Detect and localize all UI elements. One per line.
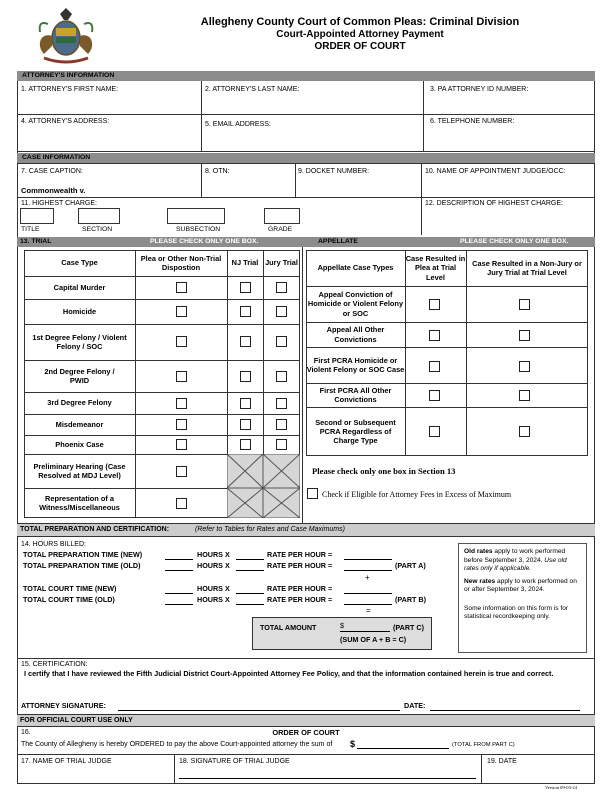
attorney-section-bar: ATTORNEY'S INFORMATION	[17, 71, 595, 81]
appellate-row-subsequent-pcra: Second or Subsequent PCRA Regardless of Charge Type	[315, 417, 396, 446]
certification-text: I certify that I have reviewed the Fifth Judicial District Court-Appointed Attorney Fee Policy, and that the information contained herein is true and correct.	[24, 669, 554, 678]
subsequent-pcra-plea-checkbox[interactable]	[429, 426, 440, 437]
hours-x-3: HOURS X	[197, 584, 230, 593]
charge-grade-input[interactable]	[264, 208, 300, 224]
charge-subsection-input[interactable]	[167, 208, 225, 224]
trial-row-preliminary-hearing: Preliminary Hearing (Case Resolved at MDJ Level)	[33, 461, 126, 480]
first-pcra-homicide-trial-checkbox[interactable]	[519, 361, 530, 372]
appellate-col-type: Appellate Case Types	[317, 263, 394, 273]
third-degree-jury-checkbox[interactable]	[276, 398, 287, 409]
hours-x-1: HOURS X	[197, 550, 230, 559]
prep-section-note: (Refer to Tables for Rates and Case Maximums)	[195, 526, 345, 533]
telephone-field[interactable]: 6. TELEPHONE NUMBER:	[430, 118, 515, 125]
docket-number-field[interactable]: 9. DOCKET NUMBER:	[298, 168, 370, 175]
first-degree-plea-checkbox[interactable]	[176, 336, 187, 347]
misdemeanor-nj-checkbox[interactable]	[240, 419, 251, 430]
title-line-3: ORDER OF COURT	[314, 41, 406, 52]
trial-row-2nd-degree: 2nd Degree Felony / PWID	[44, 366, 115, 385]
not-applicable-crossed-cells	[227, 454, 300, 518]
case-caption-value: Commonwealth v.	[21, 186, 86, 195]
trial-section-bar: 13. TRIAL PLEASE CHECK ONLY ONE BOX. APPELLATE PLEASE CHECK ONLY ONE BOX.	[17, 237, 595, 247]
prep-old-rate-input[interactable]	[236, 570, 264, 571]
trial-judge-signature-field[interactable]: 18. SIGNATURE OF TRIAL JUDGE	[179, 758, 290, 765]
attorney-signature-input[interactable]	[118, 710, 400, 711]
third-degree-nj-checkbox[interactable]	[240, 398, 251, 409]
prep-old-hours-input[interactable]	[165, 570, 193, 571]
trial-row-misdemeanor: Misdemeanor	[55, 419, 104, 429]
appellate-row-first-pcra-other: First PCRA All Other Convictions	[319, 385, 392, 404]
trial-col-nj: NJ Trial	[231, 258, 259, 268]
prep-old-label: TOTAL PREPARATION TIME (OLD)	[23, 561, 141, 570]
section-13-note: Please check only one box in Section 13	[312, 466, 456, 476]
prep-new-rate-input[interactable]	[236, 559, 264, 560]
plus-sign: +	[365, 573, 370, 582]
homicide-plea-checkbox[interactable]	[176, 306, 187, 317]
sub-section-label: SECTION	[82, 226, 113, 233]
sub-title-label: TITLE	[21, 226, 40, 233]
court-old-rate-input[interactable]	[236, 604, 264, 605]
appellate-row-homicide-conviction: Appeal Conviction of Homicide or Violent Felony or SOC	[307, 290, 404, 318]
hours-billed-label: 14. HOURS BILLED:	[21, 541, 86, 548]
title-line-1: Allegheny County Court of Common Pleas: Criminal Division	[200, 16, 520, 28]
capital-murder-plea-checkbox[interactable]	[176, 282, 187, 293]
county-seal-logo	[30, 6, 102, 66]
certification-label: 15. CERTIFICATION:	[21, 661, 88, 668]
rates-note-box: Old rates apply to work performed before September 3, 2024. Use old rates only if applicable. New rates apply to work performed on or after September 3, 2024. Some information on this form is for statistical recordkeeping only.	[458, 543, 587, 653]
charge-section-input[interactable]	[78, 208, 120, 224]
sub-subsection-label: SUBSECTION	[176, 226, 221, 233]
rate-label-3: RATE PER HOUR =	[267, 584, 333, 593]
trial-date-field[interactable]: 19. DATE	[487, 758, 517, 765]
trial-row-capital-murder: Capital Murder	[53, 282, 106, 292]
appointment-judge-field[interactable]: 10. NAME OF APPOINTMENT JUDGE/OCC:	[425, 168, 566, 175]
otn-field[interactable]: 8. OTN:	[205, 168, 230, 175]
title-line-2: Court-Appointed Attorney Payment	[276, 29, 444, 40]
last-name-field[interactable]: 2. ATTORNEY'S LAST NAME:	[205, 86, 300, 93]
first-pcra-homicide-plea-checkbox[interactable]	[429, 361, 440, 372]
official-section-label: FOR OFFICIAL COURT USE ONLY	[20, 717, 133, 724]
case-caption-field[interactable]: 7. CASE CAPTION:	[21, 168, 83, 175]
trial-col-plea: Plea or Other Non-Trial Dispostion	[140, 253, 222, 272]
order-number: 16.	[21, 729, 31, 736]
highest-charge-label: 11. HIGHEST CHARGE:	[21, 200, 97, 207]
trial-judge-name-field[interactable]: 17. NAME OF TRIAL JUDGE	[21, 758, 112, 765]
third-degree-plea-checkbox[interactable]	[176, 398, 187, 409]
appeal-homicide-plea-checkbox[interactable]	[429, 299, 440, 310]
court-new-label: TOTAL COURT TIME (NEW)	[23, 584, 117, 593]
sum-label: (SUM OF A + B = C)	[340, 635, 407, 644]
phoenix-jury-checkbox[interactable]	[276, 439, 287, 450]
appellate-col-trial: Case Resulted in a Non-Jury or Jury Trial at Trial Level	[472, 258, 582, 277]
homicide-jury-checkbox[interactable]	[276, 306, 287, 317]
equals-sign: =	[366, 606, 371, 615]
order-amount-input[interactable]	[357, 748, 449, 749]
second-degree-jury-checkbox[interactable]	[276, 371, 287, 382]
first-pcra-other-trial-checkbox[interactable]	[519, 390, 530, 401]
first-name-field[interactable]: 1. ATTORNEY'S FIRST NAME:	[21, 86, 119, 93]
court-new-hours-input[interactable]	[165, 593, 193, 594]
trial-col-jury: Jury Trial	[265, 258, 298, 268]
trial-row-witness: Representation of a Witness/Miscellaneous	[39, 493, 120, 512]
sub-grade-label: GRADE	[268, 226, 293, 233]
part-a-label: (PART A)	[395, 561, 426, 570]
appellate-row-first-pcra-homicide: First PCRA Homicide or Violent Felony or SOC Case	[306, 355, 405, 374]
appellate-row-other-convictions: Appeal All Other Convictions	[326, 325, 385, 344]
ordered-text: The County of Allegheny is hereby ORDERED to pay the above Court-appointed attorney the sum of	[21, 741, 333, 748]
court-new-amount-input[interactable]	[344, 593, 392, 594]
prep-new-label: TOTAL PREPARATION TIME (NEW)	[23, 550, 143, 559]
first-degree-nj-checkbox[interactable]	[240, 336, 251, 347]
subsequent-pcra-trial-checkbox[interactable]	[519, 426, 530, 437]
capital-murder-nj-checkbox[interactable]	[240, 282, 251, 293]
first-pcra-other-plea-checkbox[interactable]	[429, 390, 440, 401]
prep-section-label: TOTAL PREPARATION AND CERTIFICATION:	[20, 526, 170, 533]
appeal-homicide-trial-checkbox[interactable]	[519, 299, 530, 310]
hours-x-4: HOURS X	[197, 595, 230, 604]
total-amount-input[interactable]	[340, 631, 390, 632]
trial-judge-signature-line	[179, 778, 476, 779]
misdemeanor-jury-checkbox[interactable]	[276, 419, 287, 430]
trial-row-1st-degree: 1st Degree Felony / Violent Felony / SOC	[32, 332, 127, 351]
appeal-other-plea-checkbox[interactable]	[429, 330, 440, 341]
case-section-bar: CASE INFORMATION	[17, 153, 595, 163]
court-old-hours-input[interactable]	[165, 604, 193, 605]
trial-row-3rd-degree: 3rd Degree Felony	[47, 398, 112, 408]
address-field[interactable]: 4. ATTORNEY'S ADDRESS:	[21, 118, 110, 125]
email-field[interactable]: 5. EMAIL ADDRESS:	[205, 121, 271, 128]
court-new-rate-input[interactable]	[236, 593, 264, 594]
excess-fees-checkbox[interactable]	[307, 488, 318, 499]
charge-description-field[interactable]: 12. DESCRIPTION OF HIGHEST CHARGE:	[425, 200, 563, 207]
homicide-nj-checkbox[interactable]	[240, 306, 251, 317]
excess-fees-label: Check if Eligible for Attorney Fees in Excess of Maximum	[322, 490, 512, 499]
trial-col-case-type: Case Type	[61, 258, 98, 268]
prep-new-amount-input[interactable]	[344, 559, 392, 560]
rate-label-2: RATE PER HOUR =	[267, 561, 333, 570]
total-from-part-c-label: (TOTAL FROM PART C)	[452, 742, 515, 748]
version-label: Version 09-03-24	[545, 785, 578, 790]
witness-plea-checkbox[interactable]	[176, 498, 187, 509]
cert-date-input[interactable]	[430, 710, 580, 711]
trial-row-phoenix: Phoenix Case	[55, 439, 104, 449]
rate-label-4: RATE PER HOUR =	[267, 595, 333, 604]
prep-old-amount-input[interactable]	[344, 570, 392, 571]
second-degree-plea-checkbox[interactable]	[176, 371, 187, 382]
part-c-label: (PART C)	[393, 623, 425, 632]
prep-new-hours-input[interactable]	[165, 559, 193, 560]
part-b-label: (PART B)	[395, 595, 427, 604]
first-degree-jury-checkbox[interactable]	[276, 336, 287, 347]
attorney-signature-label: ATTORNEY SIGNATURE:	[21, 701, 106, 710]
total-dollar-sign: $	[340, 621, 344, 630]
appellate-col-plea: Case Resulted in Plea at Trial Level	[405, 254, 466, 282]
preliminary-plea-checkbox[interactable]	[176, 466, 187, 477]
trial-row-homicide: Homicide	[62, 306, 97, 316]
hours-x-2: HOURS X	[197, 561, 230, 570]
order-of-court-heading: ORDER OF COURT	[272, 728, 340, 737]
order-dollar-sign: $	[350, 739, 356, 749]
phoenix-plea-checkbox[interactable]	[176, 439, 187, 450]
court-old-label: TOTAL COURT TIME (OLD)	[23, 595, 115, 604]
appeal-other-trial-checkbox[interactable]	[519, 330, 530, 341]
total-amount-label: TOTAL AMOUNT	[260, 623, 317, 632]
charge-title-input[interactable]	[20, 208, 54, 224]
attorney-id-field[interactable]: 3. PA ATTORNEY ID NUMBER:	[430, 86, 529, 93]
cert-date-label: DATE:	[404, 701, 426, 710]
rate-label-1: RATE PER HOUR =	[267, 550, 333, 559]
capital-murder-jury-checkbox[interactable]	[276, 282, 287, 293]
second-degree-nj-checkbox[interactable]	[240, 371, 251, 382]
court-old-amount-input[interactable]	[344, 604, 392, 605]
misdemeanor-plea-checkbox[interactable]	[176, 419, 187, 430]
phoenix-nj-checkbox[interactable]	[240, 439, 251, 450]
